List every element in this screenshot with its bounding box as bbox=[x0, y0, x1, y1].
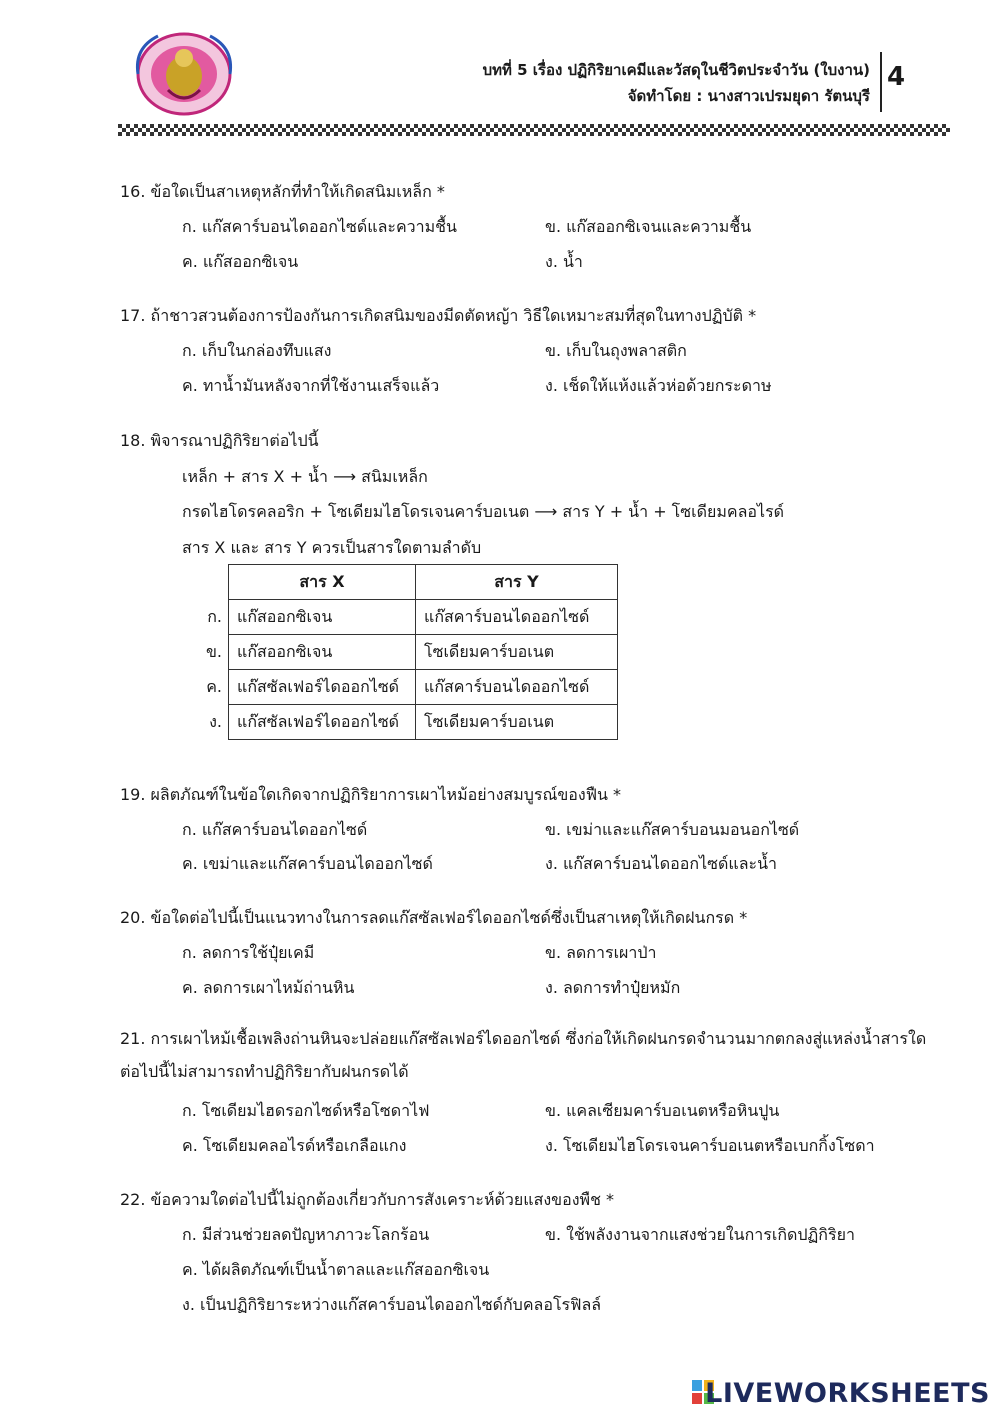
q19-option-b[interactable]: ข. เขม่าและแก๊สคาร์บอนมอนอกไซด์ bbox=[545, 820, 800, 839]
q20-option-a[interactable]: ก. ลดการใช้ปุ๋ยเคมี bbox=[182, 943, 315, 962]
q22-option-c[interactable]: ค. ได้ผลิตภัณฑ์เป็นน้ำตาลและแก๊สออกซิเจน bbox=[182, 1260, 490, 1279]
table-row[interactable] bbox=[192, 670, 618, 705]
table-header-row bbox=[192, 565, 618, 600]
cell-x: แก๊สซัลเฟอร์ไดออกไซด์ bbox=[229, 705, 416, 740]
table-row[interactable] bbox=[192, 705, 618, 740]
cell-x: แก๊สออกซิเจน bbox=[229, 635, 416, 670]
q21-option-a[interactable]: ก. โซเดียมไฮดรอกไซด์หรือโซดาไฟ bbox=[182, 1101, 430, 1120]
q16-option-a[interactable]: ก. แก๊สคาร์บอนไดออกไซด์และความชื้น bbox=[182, 217, 457, 236]
question-16: 16. ข้อใดเป็นสาเหตุหลักที่ทำให้เกิดสนิมเหล็ก * bbox=[120, 182, 445, 201]
q20-option-c[interactable]: ค. ลดการเผาไหม้ถ่านหิน bbox=[182, 978, 355, 997]
q16-option-c[interactable]: ค. แก๊สออกซิเจน bbox=[182, 252, 299, 271]
row-label: ข. bbox=[205, 641, 222, 661]
q17-option-b[interactable]: ข. เก็บในถุงพลาสติก bbox=[545, 341, 687, 360]
question-19: 19. ผลิตภัณฑ์ในข้อใดเกิดจากปฏิกิริยาการเผาไหม้อย่างสมบูรณ์ของฟืน * bbox=[120, 785, 622, 804]
question-21: 21. การเผาไหม้เชื้อเพลิงถ่านหินจะปล่อยแก๊สซัลเฟอร์ไดออกไซด์ ซึ่งก่อให้เกิดฝนกรดจำนวนมากตกลงสู่แหล่งน้ำสารใดต่อไปนี้ไม่สามารถทำปฏิกิริยากับฝนกรดได้ bbox=[120, 1029, 927, 1081]
header-substance-x: สาร X bbox=[229, 565, 416, 600]
author-line: จัดทำโดย : นางสาวเปรมยุดา รัตนบุรี bbox=[627, 87, 870, 105]
school-logo bbox=[128, 28, 240, 124]
cell-y: แก๊สคาร์บอนไดออกไซด์ bbox=[416, 670, 618, 705]
q17-option-d[interactable]: ง. เช็ดให้แห้งแล้วห่อด้วยกระดาษ bbox=[545, 376, 772, 395]
q17-option-c[interactable]: ค. ทาน้ำมันหลังจากที่ใช้งานเสร็จแล้ว bbox=[182, 376, 440, 395]
page-number: 4 bbox=[887, 62, 906, 92]
q18-answer-table bbox=[192, 564, 618, 740]
liveworksheets-brand[interactable]: LIVEWORKSHEETS bbox=[705, 1378, 990, 1409]
table-row[interactable] bbox=[192, 635, 618, 670]
q19-option-c[interactable]: ค. เขม่าและแก๊สคาร์บอนไดออกไซด์ bbox=[182, 854, 433, 873]
table-row[interactable] bbox=[192, 600, 618, 635]
cell-y: โซเดียมคาร์บอเนต bbox=[416, 635, 618, 670]
question-20: 20. ข้อใดต่อไปนี้เป็นแนวทางในการลดแก๊สซัลเฟอร์ไดออกไซด์ซึ่งเป็นสาเหตุให้เกิดฝนกรด * bbox=[120, 908, 748, 927]
cell-y: โซเดียมคาร์บอเนต bbox=[416, 705, 618, 740]
q22-option-b[interactable]: ข. ใช้พลังงานจากแสงช่วยในการเกิดปฏิกิริยา bbox=[545, 1225, 855, 1244]
q19-option-d[interactable]: ง. แก๊สคาร์บอนไดออกไซด์และน้ำ bbox=[545, 854, 778, 873]
q22-option-d[interactable]: ง. เป็นปฏิกิริยาระหว่างแก๊สคาร์บอนไดออกไซด์กับคลอโรฟิลล์ bbox=[182, 1295, 602, 1314]
q18-reaction-2: กรดไฮโดรคลอริก + โซเดียมไฮโดรเจนคาร์บอเนต ⟶ สาร Y + น้ำ + โซเดียมคลอไรด์ bbox=[182, 502, 785, 521]
row-label: ก. bbox=[207, 606, 222, 626]
cell-y: แก๊สคาร์บอนไดออกไซด์ bbox=[416, 600, 618, 635]
q21-option-d[interactable]: ง. โซเดียมไฮโดรเจนคาร์บอเนตหรือเบกกิ้งโซดา bbox=[545, 1136, 875, 1155]
q16-option-d[interactable]: ง. น้ำ bbox=[545, 252, 583, 271]
q18-prompt: สาร X และ สาร Y ควรเป็นสารใดตามลำดับ bbox=[182, 538, 482, 557]
q20-option-b[interactable]: ข. ลดการเผาป่า bbox=[545, 943, 657, 962]
q21-option-b[interactable]: ข. แคลเซียมคาร์บอเนตหรือหินปูน bbox=[545, 1101, 780, 1120]
header-substance-y: สาร Y bbox=[416, 565, 618, 600]
cell-x: แก๊สออกซิเจน bbox=[229, 600, 416, 635]
header-divider bbox=[118, 124, 950, 136]
row-label: ค. bbox=[206, 676, 222, 696]
q17-option-a[interactable]: ก. เก็บในกล่องทึบแสง bbox=[182, 341, 332, 360]
q16-option-b[interactable]: ข. แก๊สออกซิเจนและความชื้น bbox=[545, 217, 752, 236]
question-22: 22. ข้อความใดต่อไปนี้ไม่ถูกต้องเกี่ยวกับการสังเคราะห์ด้วยแสงของพืช * bbox=[120, 1190, 615, 1209]
q19-option-a[interactable]: ก. แก๊สคาร์บอนไดออกไซด์ bbox=[182, 820, 368, 839]
question-18: 18. พิจารณาปฏิกิริยาต่อไปนี้ bbox=[120, 431, 319, 450]
question-17: 17. ถ้าชาวสวนต้องการป้องกันการเกิดสนิมของมีดตัดหญ้า วิธีใดเหมาะสมที่สุดในทางปฏิบัติ * bbox=[120, 306, 757, 325]
q21-option-c[interactable]: ค. โซเดียมคลอไรด์หรือเกลือแกง bbox=[182, 1136, 407, 1155]
q18-reaction-1: เหล็ก + สาร X + น้ำ ⟶ สนิมเหล็ก bbox=[182, 467, 428, 486]
worksheet-title: บทที่ 5 เรื่อง ปฏิกิริยาเคมีและวัสดุในชีวิตประจำวัน (ใบงาน) bbox=[482, 61, 870, 79]
q22-option-a[interactable]: ก. มีส่วนช่วยลดปัญหาภาวะโลกร้อน bbox=[182, 1225, 430, 1244]
header-separator bbox=[880, 52, 882, 112]
cell-x: แก๊สซัลเฟอร์ไดออกไซด์ bbox=[229, 670, 416, 705]
q20-option-d[interactable]: ง. ลดการทำปุ๋ยหมัก bbox=[545, 978, 681, 997]
row-label: ง. bbox=[209, 711, 222, 731]
